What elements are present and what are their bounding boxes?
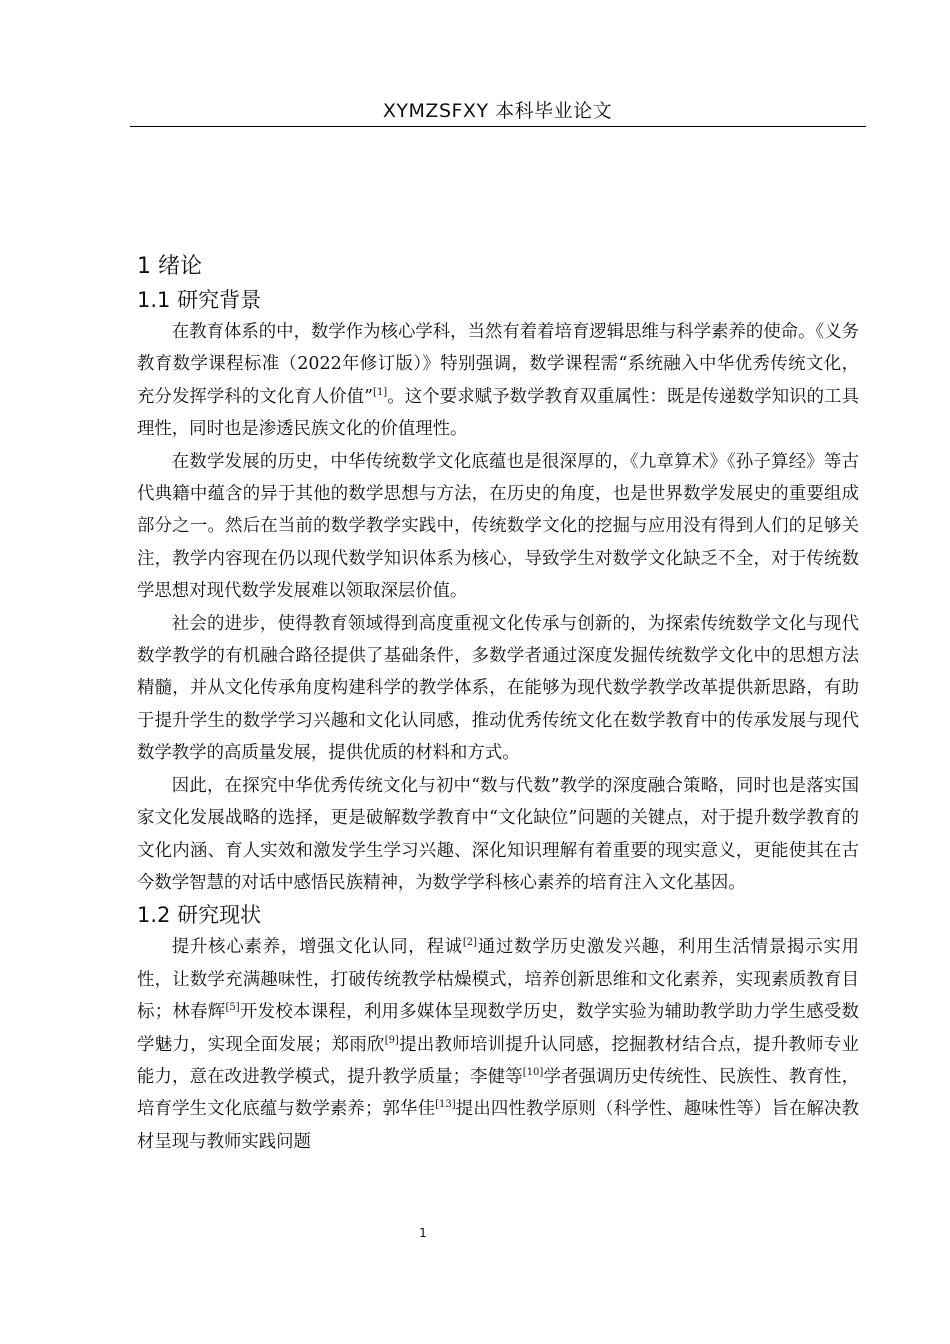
main-content: [137, 250, 859, 1158]
paragraph-text: 。这个要求赋予数学教育双重属性：既是传递数学知识的工具理性，同时也是渗透民族文化的价值理性。: [137, 386, 859, 440]
citation-ref: [1]: [373, 387, 388, 399]
chapter-heading: 1 绪论: [137, 254, 202, 279]
paragraph-text: 提出四性教学原则（科学性、趣味性等）旨在解决教材呈现与教师实践问题: [137, 1099, 859, 1152]
page-number: 1: [419, 1226, 427, 1240]
paragraph-text: 通过数学历史激发兴趣，利用生活情景揭示实用性，让数学充满趣味性，打破传统教学枯燥模式，培养创新思维和文化素养，实现素质教育目标；林春辉: [137, 937, 859, 1023]
paragraph: [137, 316, 859, 446]
paragraph-text: 提出教师培训提升认同感，挖掘教材结合点，提升教师专业能力，意在改进教学模式，提升教学质量；李健等: [137, 1034, 859, 1087]
paragraph: 因此，在探究中华优秀传统文化与初中“数与代数”教学的深度融合策略，同时也是落实国家文化发展战略的选择，更是破解数学教育中“文化缺位”问题的关键点，对于提升数学教育的文化内涵、育人实效和激发学生学习兴趣、深化知识理解有着重要的现实意义，更能使其在古今数学智慧的对话中感悟民族精神，为数学学科核心素养的培育注入文化基因。: [137, 775, 859, 893]
citation-ref: [10]: [522, 1067, 544, 1079]
paragraph: 社会的进步，使得教育领域得到高度重视文化传承与创新的，为探索传统数学文化与现代数学教学的有机融合路径提供了基础条件，多数学者通过深度发掘传统数学文化中的思想方法精髓，并从文化传承角度构建科学的教学体系，在能够为现代数学教学改革提供新思路，有助于提升学生的数学学习兴趣和文化认同感，推动优秀传统文化在数学教育中的传承发展与现代数学教学的高质量发展，提供优质的材料和方式。: [137, 613, 859, 764]
paragraph-text: 提升核心素养，增强文化认同，程诚: [171, 937, 463, 958]
paragraph: [137, 931, 859, 1158]
paragraph-text: 开发校本课程，利用多媒体呈现数学历史，数学实验为辅助教学助力学生感受数学魅力，实现全面发展；郑雨欣: [137, 1002, 859, 1055]
section-heading-status: 1.2 研究现状: [137, 903, 262, 928]
citation-ref: [13]: [435, 1099, 456, 1111]
section-heading-background: 1.1 研究背景: [137, 288, 262, 312]
citation-ref: [2]: [462, 937, 477, 949]
citation-ref: [9]: [384, 1034, 399, 1046]
header-divider: [130, 126, 866, 127]
paragraph-text: 在教育体系的中，数学作为核心学科，当然有着着培育逻辑思维与科学素养的使命。《义务教育数学课程标准（2022年修订版）》特别强调，数学课程需“系统融入中华优秀传统文化，充分发挥学科的文化育人价值”: [137, 322, 859, 407]
citation-ref: [5]: [225, 1002, 240, 1014]
paragraph-text: 学者强调历史传统性、民族性、教育性，培育学生文化底蕴与数学素养；郭华佳: [137, 1066, 859, 1120]
paragraph: 在数学发展的历史，中华传统数学文化底蕴也是很深厚的，《九章算术》《孙子算经》等古代典籍中蕴含的异于其他的数学思想与方法，在历史的角度，也是世界数学发展史的重要组成部分之一。然后在当前的数学教学实践中，传统数学文化的挖掘与应用没有得到人们的足够关注，教学内容现在仍以现代数学知识体系为核心，导致学生对数学文化缺乏不全，对于传统数学思想对现代数学发展难以领取深层价值。: [137, 451, 859, 602]
running-header-title: XYMZSFXY 本科毕业论文: [382, 100, 613, 122]
